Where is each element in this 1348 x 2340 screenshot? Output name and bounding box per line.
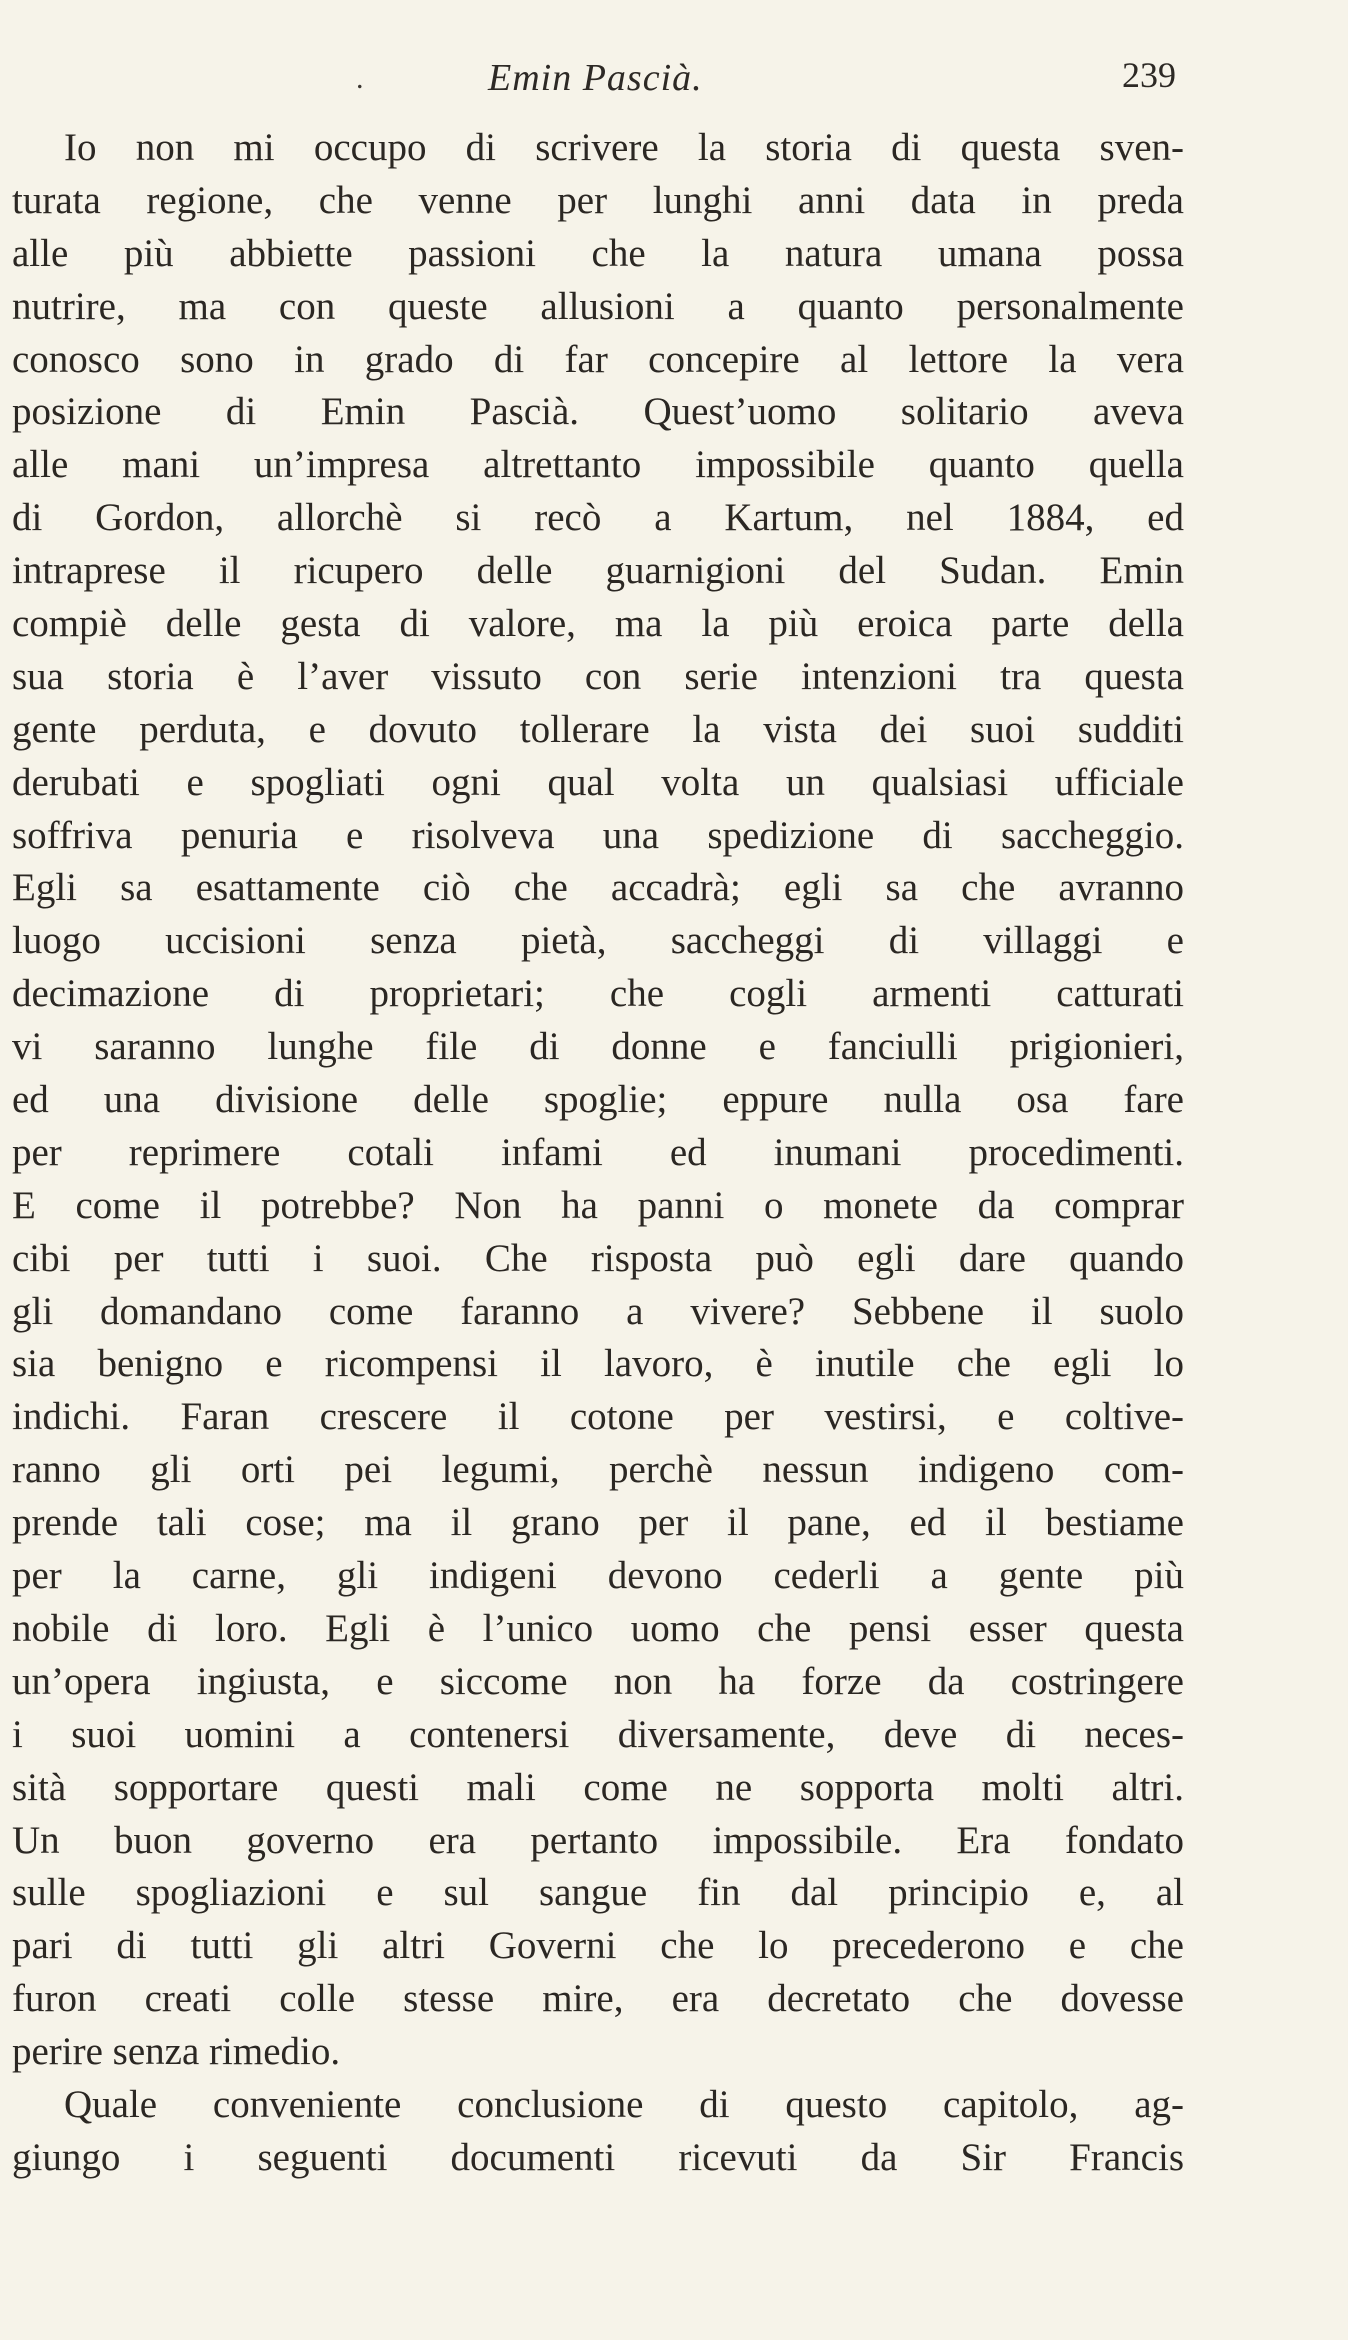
text-line: indichi. Faran crescere il cotone per vestirsi, e coltive- bbox=[12, 1395, 1184, 1439]
text-line: conosco sono in grado di far concepire al lettore la vera bbox=[12, 337, 1184, 381]
text-line: turata regione, che venne per lunghi anni data in preda bbox=[12, 178, 1184, 222]
text-line: un’opera ingiusta, e siccome non ha forze da costringere bbox=[12, 1659, 1184, 1703]
text-line: alle più abbiette passioni che la natura umana possa bbox=[12, 231, 1184, 275]
text-line: nobile di loro. Egli è l’unico uomo che pensi esser questa bbox=[12, 1606, 1184, 1650]
text-line: perire senza rimedio. bbox=[12, 2030, 341, 2074]
text-line: derubati e spogliati ogni qual volta un qualsiasi ufficiale bbox=[12, 760, 1184, 804]
text-line: furon creati colle stesse mire, era decretato che dovesse bbox=[12, 1977, 1184, 2021]
text-line: sulle spogliazioni e sul sangue fin dal principio e, al bbox=[12, 1871, 1184, 1915]
page-number: 239 bbox=[1122, 55, 1176, 95]
text-line: gente perduta, e dovuto tollerare la vista dei suoi sudditi bbox=[12, 707, 1184, 751]
text-line: luogo uccisioni senza pietà, saccheggi di villaggi e bbox=[12, 919, 1184, 963]
text-line: gli domandano come faranno a vivere? Sebbene il suolo bbox=[12, 1289, 1184, 1333]
text-line: per reprimere cotali infami ed inumani procedimenti. bbox=[12, 1130, 1184, 1174]
text-line: nutrire, ma con queste allusioni a quanto personalmente bbox=[12, 284, 1184, 328]
text-line: per la carne, gli indigeni devono cederli a gente più bbox=[12, 1554, 1184, 1598]
text-line: Io non mi occupo di scrivere la storia di questa sven- bbox=[64, 126, 1184, 169]
text-line: decimazione di proprietari; che cogli armenti catturati bbox=[12, 972, 1184, 1016]
text-line: sia benigno e ricompensi il lavoro, è inutile che egli lo bbox=[12, 1342, 1184, 1386]
text-line: posizione di Emin Pascià. Quest’uomo solitario aveva bbox=[12, 390, 1184, 434]
text-line: Un buon governo era pertanto impossibile. Era fondato bbox=[12, 1818, 1184, 1862]
text-line: di Gordon, allorchè si recò a Kartum, nel 1884, ed bbox=[12, 496, 1184, 540]
text-line: alle mani un’impresa altrettanto impossibile quanto quella bbox=[12, 443, 1184, 487]
body-text bbox=[12, 122, 1184, 2185]
text-line: Egli sa esattamente ciò che accadrà; egli sa che avranno bbox=[12, 866, 1184, 910]
page-header bbox=[0, 52, 1348, 112]
text-line: sua storia è l’aver vissuto con serie intenzioni tra questa bbox=[12, 654, 1184, 698]
text-line: ed una divisione delle spoglie; eppure nulla osa fare bbox=[12, 1078, 1184, 1122]
header-dot: . bbox=[356, 62, 364, 95]
text-line: ranno gli orti pei legumi, perchè nessun indigeno com- bbox=[12, 1448, 1184, 1492]
text-line: Quale conveniente conclusione di questo capitolo, ag- bbox=[64, 2082, 1184, 2126]
text-line: soffriva penuria e risolveva una spedizione di saccheggio. bbox=[12, 813, 1184, 857]
text-line: intraprese il ricupero delle guarnigioni del Sudan. Emin bbox=[12, 549, 1184, 593]
text-line: cibi per tutti i suoi. Che risposta può egli dare quando bbox=[12, 1236, 1184, 1280]
text-line: compiè delle gesta di valore, ma la più eroica parte della bbox=[12, 602, 1184, 646]
text-line: giungo i seguenti documenti ricevuti da Sir Francis bbox=[12, 2135, 1184, 2179]
text-line: vi saranno lunghe file di donne e fanciulli prigionieri, bbox=[12, 1025, 1184, 1069]
text-line: prende tali cose; ma il grano per il pane, ed il bestiame bbox=[12, 1501, 1184, 1545]
running-title: Emin Pascià. bbox=[488, 57, 703, 99]
text-line: E come il potrebbe? Non ha panni o monete da comprar bbox=[12, 1183, 1184, 1227]
text-line: i suoi uomini a contenersi diversamente, deve di neces- bbox=[12, 1712, 1184, 1756]
text-line: sità sopportare questi mali come ne sopporta molti altri. bbox=[12, 1765, 1184, 1809]
text-line: pari di tutti gli altri Governi che lo precederono e che bbox=[12, 1924, 1184, 1968]
